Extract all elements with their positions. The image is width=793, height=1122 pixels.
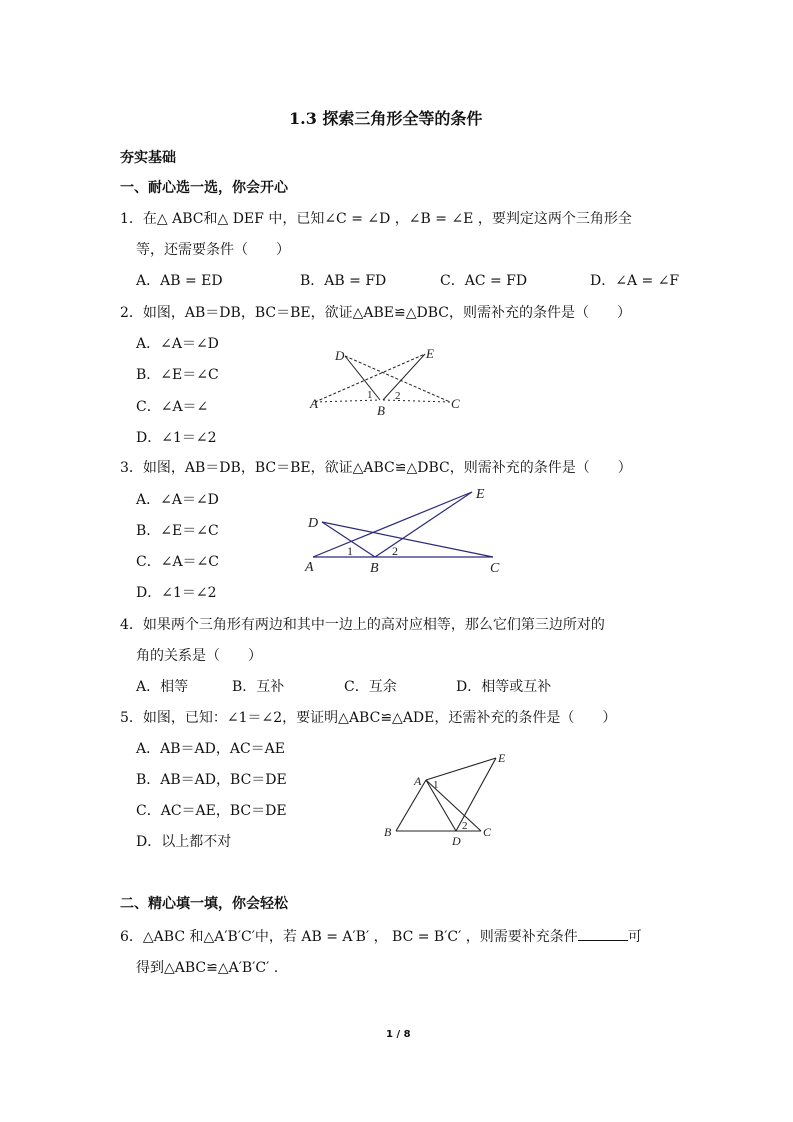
part2-heading: 二、精心填一填，你会轻松 — [120, 896, 288, 912]
q5-label-d: D — [452, 834, 461, 848]
q6-stem-line1 — [120, 926, 642, 946]
q6-stem-line2: 得到△ABC≌△A′B′C′ . — [136, 960, 279, 976]
q3-option-a: A．∠A＝∠D — [136, 492, 219, 508]
q5-option-b: B．AB＝AD，BC＝DE — [136, 772, 287, 788]
page-title: 1.3 探索三角形全等的条件 — [289, 109, 483, 128]
q5-label-a: A — [414, 774, 422, 788]
q4-option-b: B．互补 — [232, 679, 285, 695]
part1-heading: 一、耐心选一选，你会开心 — [120, 180, 288, 196]
q2-option-d: D．∠1＝∠2 — [136, 430, 217, 446]
q1-stem-line2: 等，还需要条件（ ） — [136, 242, 290, 258]
q3-label-d: D — [308, 516, 319, 531]
q5-figure — [378, 748, 518, 848]
q3-label-a: A — [305, 560, 314, 575]
q1-option-b: B．AB = FD — [300, 273, 387, 289]
q3-label-c: C — [490, 561, 500, 576]
q5-label-1: 1 — [433, 779, 439, 791]
q2-option-a: A．∠A＝∠D — [136, 336, 219, 352]
q3-stem: 3．如图，AB＝DB，BC＝BE，欲证△ABC≌△DBC，则需补充的条件是（ ） — [120, 460, 632, 476]
q1-option-c: C．AC = FD — [440, 273, 528, 289]
q5-option-d: D．以上都不对 — [136, 834, 232, 850]
q1-stem-line1: 1．在△ ABC和△ DEF 中，已知∠C = ∠D ，∠B = ∠E ，要判定这两个三角形全 — [120, 211, 632, 227]
q2-option-b: B．∠E＝∠C — [136, 367, 219, 383]
q2-option-c: C．∠A＝∠ — [136, 399, 209, 415]
q6-stem-text: 6．△ABC 和△A′B′C′中，若 AB = A′B′ ， BC = B′C′ ，则需要补充条件 — [120, 929, 578, 945]
q2-label-2: 2 — [395, 390, 401, 402]
section-basic-heading: 夯实基础 — [120, 150, 176, 166]
q1-option-a: A．AB = ED — [136, 273, 223, 289]
q6-stem-tail: 可 — [627, 929, 642, 945]
q4-option-d: D．相等或互补 — [456, 679, 552, 695]
q2-label-e: E — [426, 346, 434, 361]
q4-option-c: C．互余 — [344, 679, 397, 695]
q2-stem: 2．如图，AB＝DB，BC＝BE，欲证△ABE≌△DBC，则需补充的条件是（ ） — [120, 305, 631, 321]
q2-figure — [305, 342, 475, 422]
q4-option-a: A．相等 — [136, 679, 189, 695]
q4-stem-line1: 4．如果两个三角形有两边和其中一边上的高对应相等，那么它们第三边所对的 — [120, 617, 605, 633]
q3-figure — [300, 482, 510, 577]
page-number: 1 / 8 — [386, 1029, 411, 1040]
q3-label-1: 1 — [347, 544, 353, 558]
q1-option-d: D．∠A = ∠F — [590, 273, 680, 289]
q3-option-c: C．∠A＝∠C — [136, 554, 219, 570]
q3-label-2: 2 — [392, 544, 398, 558]
q2-label-d: D — [335, 348, 345, 363]
q5-stem: 5．如图，已知：∠1＝∠2，要证明△ABC≌△ADE，还需补充的条件是（ ） — [120, 710, 617, 726]
q4-stem-line2: 角的关系是（ ） — [136, 648, 262, 664]
q2-label-1: 1 — [367, 389, 373, 401]
q3-option-b: B．∠E＝∠C — [136, 523, 219, 539]
q5-label-c: C — [483, 825, 492, 839]
q5-label-e: E — [498, 751, 506, 765]
q5-label-2: 2 — [462, 820, 468, 832]
q6-answer-blank[interactable] — [578, 928, 628, 941]
q3-label-e: E — [476, 487, 485, 502]
q5-label-b: B — [384, 825, 392, 839]
q3-label-b: B — [370, 561, 379, 576]
q2-label-c: C — [451, 396, 460, 411]
q2-label-a: A — [310, 396, 318, 411]
q3-option-d: D．∠1＝∠2 — [136, 585, 217, 601]
q5-option-a: A．AB＝AD，AC＝AE — [136, 741, 285, 757]
q5-option-c: C．AC＝AE，BC＝DE — [136, 803, 287, 819]
q2-label-b: B — [377, 403, 385, 418]
